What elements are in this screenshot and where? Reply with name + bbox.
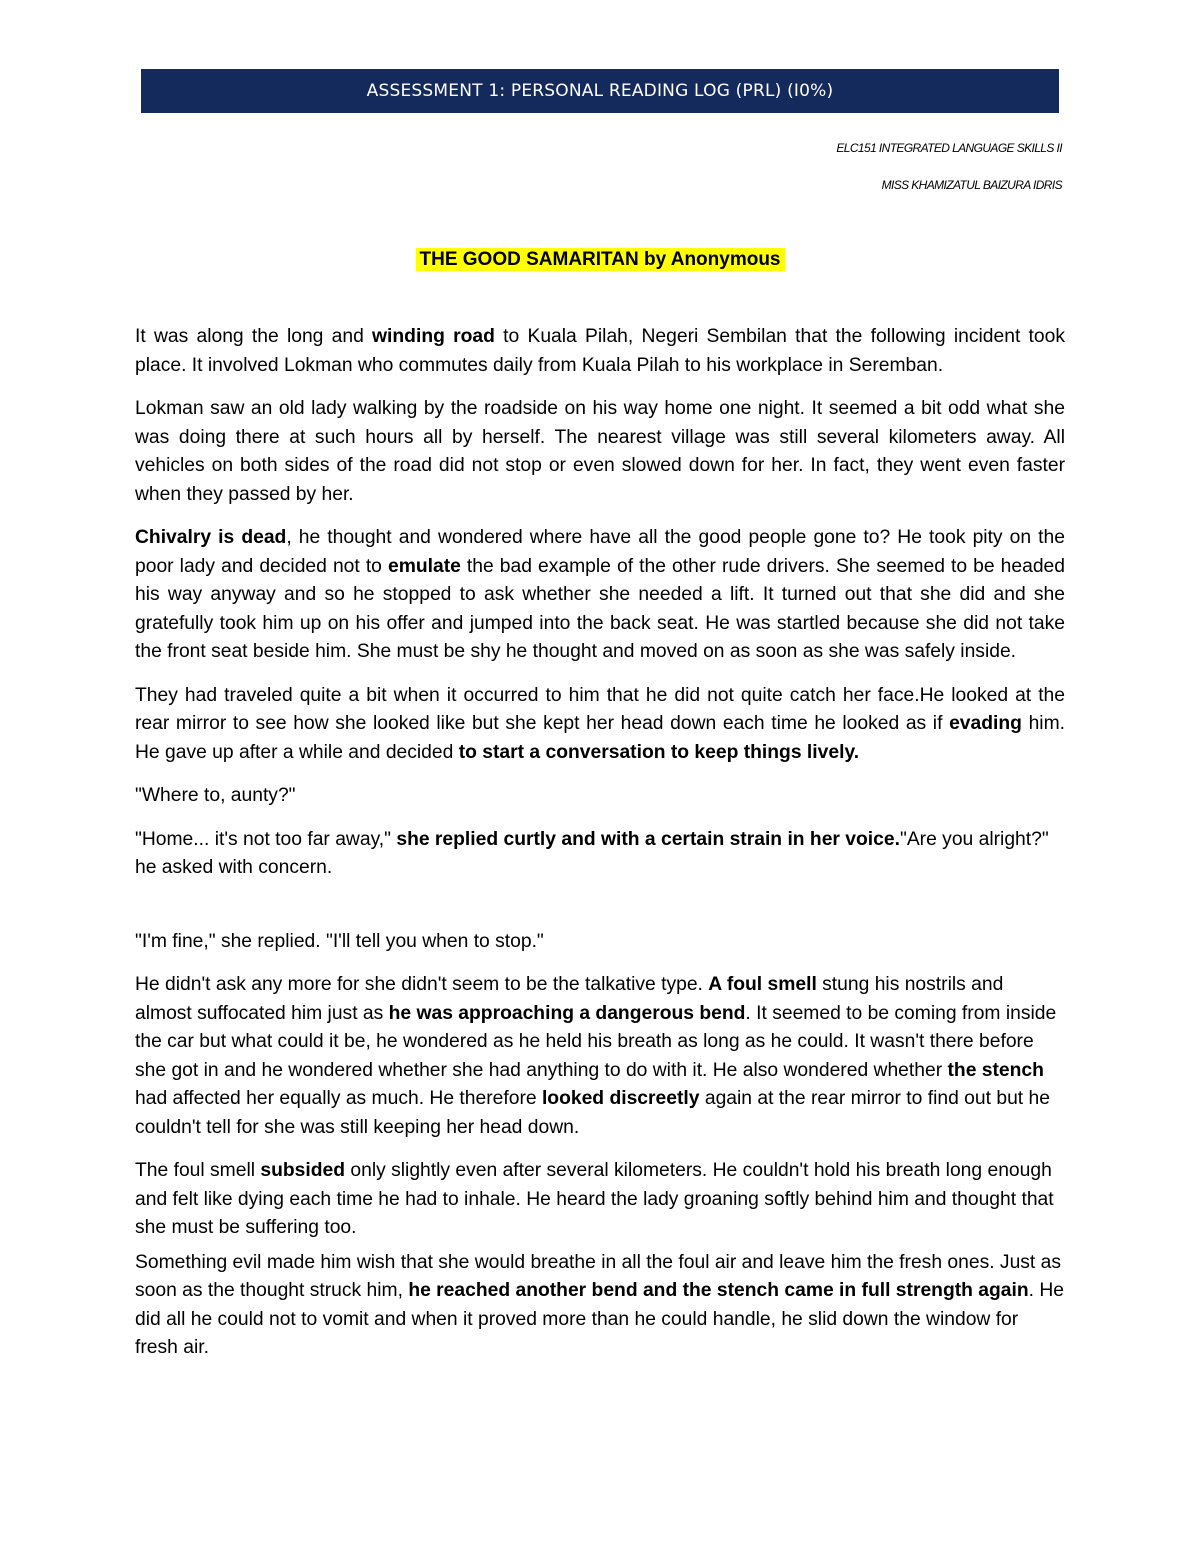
- paragraph-10: [135, 1249, 1065, 1363]
- story-title: THE GOOD SAMARITAN by Anonymous: [416, 248, 785, 271]
- bold-phrase: she replied curtly and with a certain strain in her voice.: [396, 828, 900, 850]
- paragraph-8: [135, 971, 1065, 1142]
- bold-phrase: emulate: [387, 555, 461, 577]
- text-run: "I'm fine," she replied. "I'll tell you when to stop.": [135, 930, 544, 952]
- text-run: Something evil made him wish that she would breathe in all the foul air and leave him the fresh ones. Just as soon as the thought struck him,: [135, 1251, 1062, 1301]
- text-run: him. He gave up after a while and decided: [135, 713, 1065, 763]
- text-run: only slightly even after several kilometers. He couldn't hold his breath long enough and felt like dying each time he had to inhale. He heard the lady groaning softly behind him and thought that she must be suffering too.: [135, 1160, 1054, 1238]
- text-run: stung his nostrils and almost suffocated him just as: [135, 974, 1004, 1024]
- paragraph-1: [135, 323, 1065, 380]
- text-run: "Home... it's not too far away,": [135, 828, 397, 850]
- text-run: They had traveled quite a bit when it occurred to him that he did not quite catch her face.He looked at the rear mirror to see how she looked like but she kept her head down each time he looked as if: [135, 684, 1065, 734]
- bold-phrase: looked discreetly: [541, 1088, 700, 1109]
- paragraph-7: [135, 928, 1065, 957]
- paragraph-5: [135, 782, 1065, 811]
- bold-phrase: he was approaching a dangerous bend: [388, 1002, 746, 1024]
- text-run: Lokman saw an old lady walking by the roadside on his way home one night. It seemed a bit odd what she was doing there at such hours all by herself. The nearest village was still several kilometers away. All vehicles on both sides of the road did not stop or even slowed down for her. In fact, they went even faster when they passed by her.: [135, 398, 1065, 505]
- text-run: He didn't ask any more for she didn't seem to be the talkative type.: [135, 974, 709, 995]
- text-run: "Are you alright?" he asked with concern.: [135, 828, 1049, 878]
- text-run: . He did all he could not to vomit and when it proved more than he could handle, he slid down the window for fresh air.: [135, 1280, 1065, 1358]
- story-title-wrap: [0, 249, 1200, 271]
- text-run: had affected her equally as much. He therefore: [135, 1088, 542, 1109]
- text-run: . It seemed to be coming from inside the car but what could it be, he wondered as he held his breath as long as he could. It wasn't there before she got in and he wondered whether she had anything to do with it. He also wondered whether: [135, 1002, 1057, 1081]
- text-run: again at the rear mirror to find out but he couldn't tell for she was still keeping her head down.: [135, 1088, 1050, 1138]
- bold-phrase: evading: [949, 713, 1022, 734]
- text-run: , he thought and wondered where have all the good people gone to? He took pity on the poor lady and decided not to: [135, 527, 1065, 577]
- text-run: The foul smell: [135, 1160, 261, 1181]
- bold-phrase: he reached another bend and the stench came in full strength again: [408, 1280, 1029, 1301]
- paragraph-4: [135, 682, 1065, 768]
- paragraph-9: [135, 1157, 1065, 1243]
- bold-phrase: the stench: [947, 1059, 1044, 1081]
- banner-title: ASSESSMENT 1: PERSONAL READING LOG (PRL) (I0%): [366, 81, 834, 101]
- bold-phrase: Chivalry is dead: [135, 527, 287, 548]
- bold-phrase: A foul smell: [708, 974, 817, 995]
- text-run: the bad example of the other rude drivers. She seemed to be headed his way anyway and so he stopped to ask whether she needed a lift. It turned out that she did and she gratefully took him up on his offer and jumped into the back seat. He was startled because she did not take the front seat beside him. She must be shy he thought and moved on as soon as she was safely inside.: [135, 555, 1065, 662]
- paragraph-6: [135, 826, 1065, 883]
- bold-phrase: winding road: [372, 326, 495, 347]
- assessment-banner: [141, 69, 1059, 113]
- story-body: [135, 323, 1065, 1378]
- text-run: "Where to, aunty?": [135, 785, 296, 806]
- paragraph-2: [135, 395, 1065, 509]
- text-run: to Kuala Pilah, Negeri Sembilan that the following incident took place. It involved Lokman who commutes daily from Kuala Pilah to his workplace in Seremban.: [135, 326, 1065, 376]
- paragraph-3: [135, 524, 1065, 667]
- bold-phrase: subsided: [260, 1160, 346, 1181]
- text-run: It was along the long and: [135, 326, 373, 347]
- course-code: ELC151 INTEGRATED LANGUAGE SKILLS II: [836, 141, 1062, 155]
- bold-phrase: to start a conversation to keep things lively.: [458, 741, 860, 763]
- lecturer-name: MISS KHAMIZATUL BAIZURA IDRIS: [881, 178, 1062, 192]
